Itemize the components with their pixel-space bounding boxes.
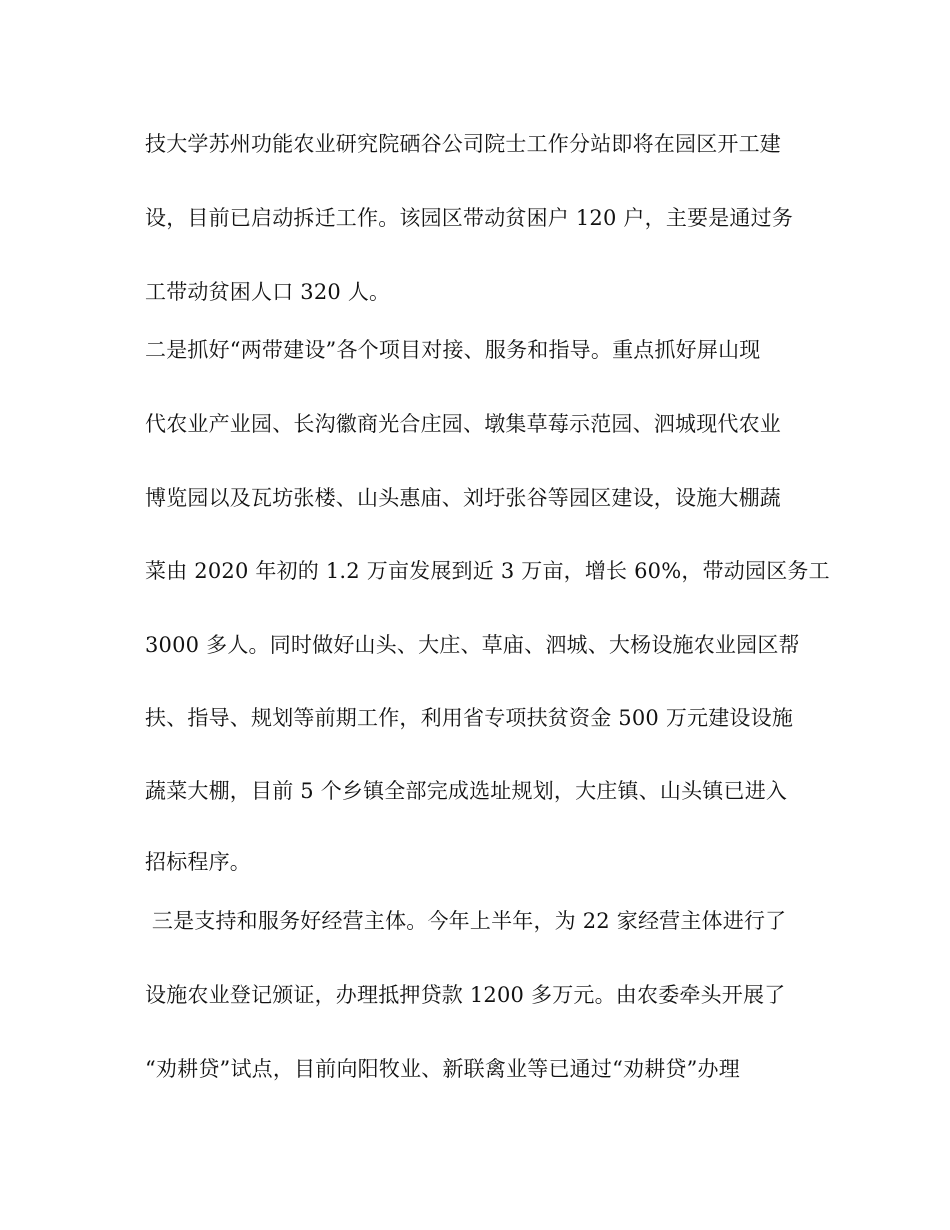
text-line: 招标程序。 (145, 850, 251, 874)
paragraph-start-line: 二是抓好“两带建设”各个项目对接、服务和指导。重点抓好屏山现 (145, 338, 761, 362)
text-line: 代农业产业园、长沟徽商光合庄园、墩集草莓示范园、泗城现代农业 (145, 412, 781, 436)
text-line: “劝耕贷”试点，目前向阳牧业、新联禽业等已通过“劝耕贷”办理 (145, 1057, 740, 1081)
text-line: 设施农业登记颁证，办理抵押贷款 1200 多万元。由农委牵头开展了 (145, 983, 786, 1007)
text-line: 工带动贫困人口 320 人。 (145, 280, 391, 304)
text-line: 博览园以及瓦坊张楼、山头惠庙、刘圩张谷等园区建设，设施大棚蔬 (145, 486, 781, 510)
text-line: 菜由 2020 年初的 1.2 万亩发展到近 3 万亩，增长 60%，带动园区务工 (145, 559, 830, 583)
text-line: 扶、指导、规划等前期工作，利用省专项扶贫资金 500 万元建设设施 (145, 706, 794, 730)
text-line: 技大学苏州功能农业研究院硒谷公司院士工作分站即将在园区开工建 (145, 132, 781, 156)
text-line: 3000 多人。同时做好山头、大庄、草庙、泗城、大杨设施农业园区帮 (145, 633, 800, 657)
text-line: 蔬菜大棚，目前 5 个乡镇全部完成选址规划，大庄镇、山头镇已进入 (145, 779, 788, 803)
text-line: 设，目前已启动拆迁工作。该园区带动贫困户 120 户，主要是通过务 (145, 206, 794, 230)
paragraph-start-line: 三是支持和服务好经营主体。今年上半年，为 22 家经营主体进行了 (145, 909, 787, 933)
